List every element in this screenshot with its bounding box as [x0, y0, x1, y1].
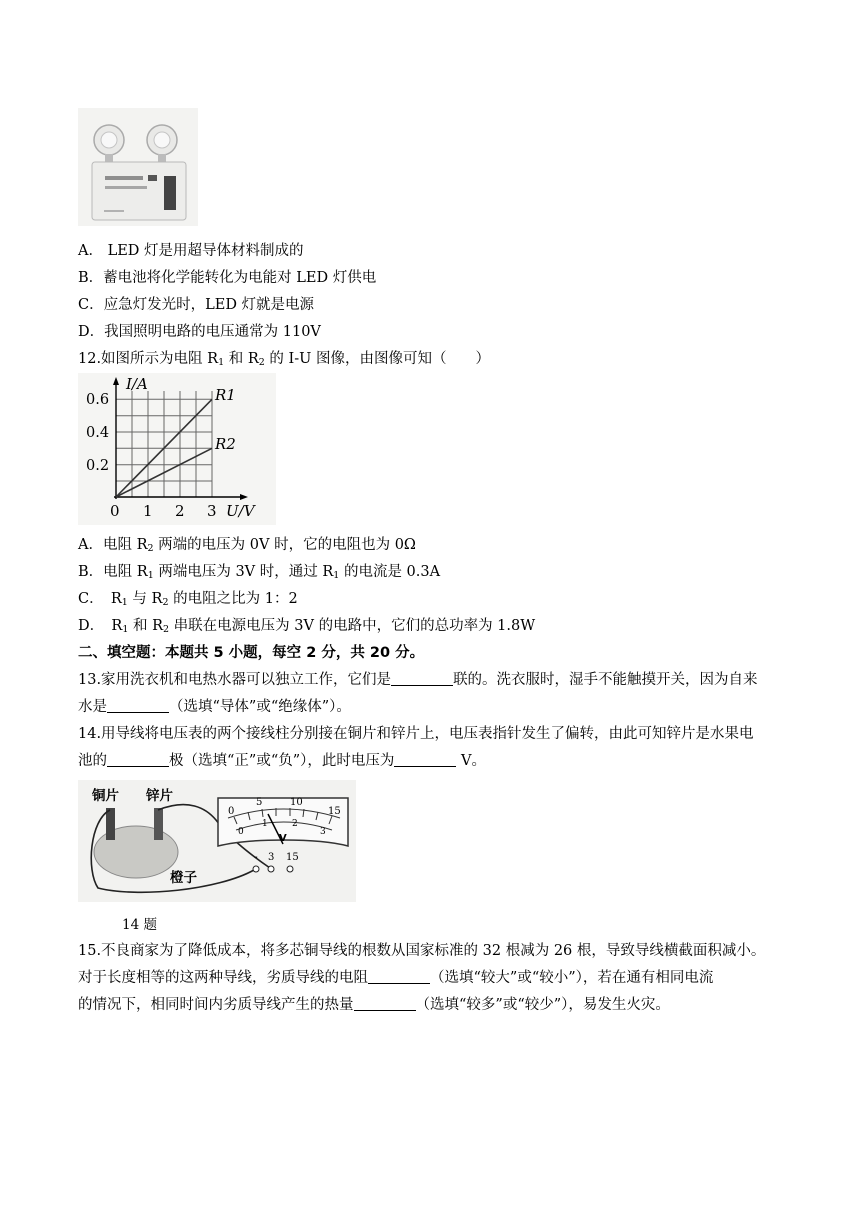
x-tick-label: 0	[110, 502, 120, 520]
q15-line-2: 对于长度相等的这两种导线，劣质导线的电阻 （选填“较大”或“较小”），若在通有相同电流	[78, 970, 714, 986]
option-letter: B．	[78, 270, 104, 286]
q12-option-d: D． $R_1$ 和 $R_2$ 串联在电源电压为 3V 的电路中，它们的总功率为 1.8W	[78, 618, 536, 635]
q13-line-2: 水是 （选填“导体”或“绝缘体”）。	[78, 699, 351, 715]
option-letter: C．	[78, 297, 104, 313]
meter-unit: V	[279, 833, 287, 844]
scale-label: 10	[290, 797, 303, 808]
option-text: 应急灯发光时，LED 灯就是电源	[103, 297, 315, 313]
y-tick-label: 0.4	[86, 425, 110, 441]
scale-label: 0	[228, 806, 235, 817]
y-axis-label: I/A	[126, 375, 148, 393]
figure-caption: 14 题	[122, 917, 157, 933]
option-text: LED 灯是用超导体材料制成的	[102, 243, 304, 259]
x-axis-label: U/V	[226, 502, 255, 520]
orange-label: 橙子	[170, 870, 197, 886]
y-tick-label: 0.6	[86, 392, 110, 408]
q11-option-c	[78, 295, 314, 315]
y-tick-label: 0.2	[86, 458, 110, 474]
q12-option-b: B．电阻 $R_1$ 两端电压为 3V 时，通过 $R_1$ 的电流是 0.3A	[78, 564, 441, 581]
q12-stem: 12.如图所示为电阻 $R_1$ 和 $R_2$ 的 I-U 图像，由图像可知（ ）	[78, 351, 491, 368]
scale-label: 2	[292, 819, 298, 829]
terminal-3v	[268, 866, 274, 872]
q15-line-1: 15.不良商家为了降低成本，将多芯铜导线的根数从国家标准的 32 根减为 26 根，导致导线横截面积减小。	[78, 943, 766, 959]
iu-graph-drawing	[78, 373, 276, 525]
terminal-label: 15	[286, 852, 299, 863]
q14-line-1: 14.用导线将电压表的两个接线柱分别接在铜片和锌片上，电压表指针发生了偏转，由此可知锌片是水果电	[78, 726, 754, 742]
x-tick-label: 3	[207, 502, 217, 520]
answer-blank[interactable]	[394, 752, 456, 767]
terminal-negative	[253, 866, 259, 872]
answer-blank[interactable]	[391, 671, 453, 686]
zinc-label: 锌片	[146, 788, 173, 804]
scale-label: 0	[238, 827, 244, 837]
terminal-label: -	[254, 850, 258, 863]
scale-label: 3	[320, 827, 326, 837]
x-tick-label: 2	[175, 502, 185, 520]
q11-option-d	[78, 322, 321, 342]
answer-blank[interactable]	[107, 752, 169, 767]
fruit-battery-drawing	[78, 780, 356, 902]
zinc-strip	[154, 808, 163, 840]
q15-line-3: 的情况下，相同时间内劣质导线产生的热量 （选填“较多”或“较少”），易发生火灾。	[78, 997, 670, 1013]
x-tick-label: 1	[143, 502, 153, 520]
emergency-light-photo	[78, 108, 198, 226]
terminal-label: 3	[268, 852, 275, 863]
r1-label: R1	[215, 386, 236, 404]
scale-label: 1	[262, 819, 268, 829]
answer-blank[interactable]	[354, 996, 416, 1011]
iu-graph	[78, 373, 276, 525]
q11-option-a	[78, 241, 304, 261]
copper-label: 铜片	[92, 788, 119, 804]
scale-label: 5	[256, 797, 263, 808]
r2-label: R2	[215, 435, 236, 453]
terminal-15v	[287, 866, 293, 872]
answer-blank[interactable]	[368, 969, 430, 984]
option-text: 我国照明电路的电压通常为 110V	[104, 324, 321, 340]
option-text: 蓄电池将化学能转化为电能对 LED 灯供电	[103, 270, 377, 286]
section-heading: 二、填空题：本题共 5 小题，每空 2 分，共 20 分。	[78, 645, 425, 661]
q12-option-a: A．电阻 $R_2$ 两端的电压为 0V 时，它的电阻也为 0Ω	[78, 537, 416, 554]
q14-line-2: 池的 极（选填“正”或“负”），此时电压为 V。	[78, 753, 486, 769]
fruit-battery-figure	[78, 780, 356, 902]
q11-option-b	[78, 268, 376, 288]
q13-line-1: 13.家用洗衣机和电热水器可以独立工作，它们是 联的。洗衣服时，湿手不能触摸开关，因为自来	[78, 672, 758, 688]
answer-blank[interactable]	[107, 698, 169, 713]
option-letter: D．	[78, 324, 105, 340]
option-letter: A．	[78, 243, 103, 259]
q12-option-c: C． $R_1$ 与 $R_2$ 的电阻之比为 1：2	[78, 591, 298, 608]
scale-label: 15	[328, 806, 341, 817]
copper-strip	[106, 808, 115, 840]
emergency-light-drawing	[78, 108, 198, 226]
